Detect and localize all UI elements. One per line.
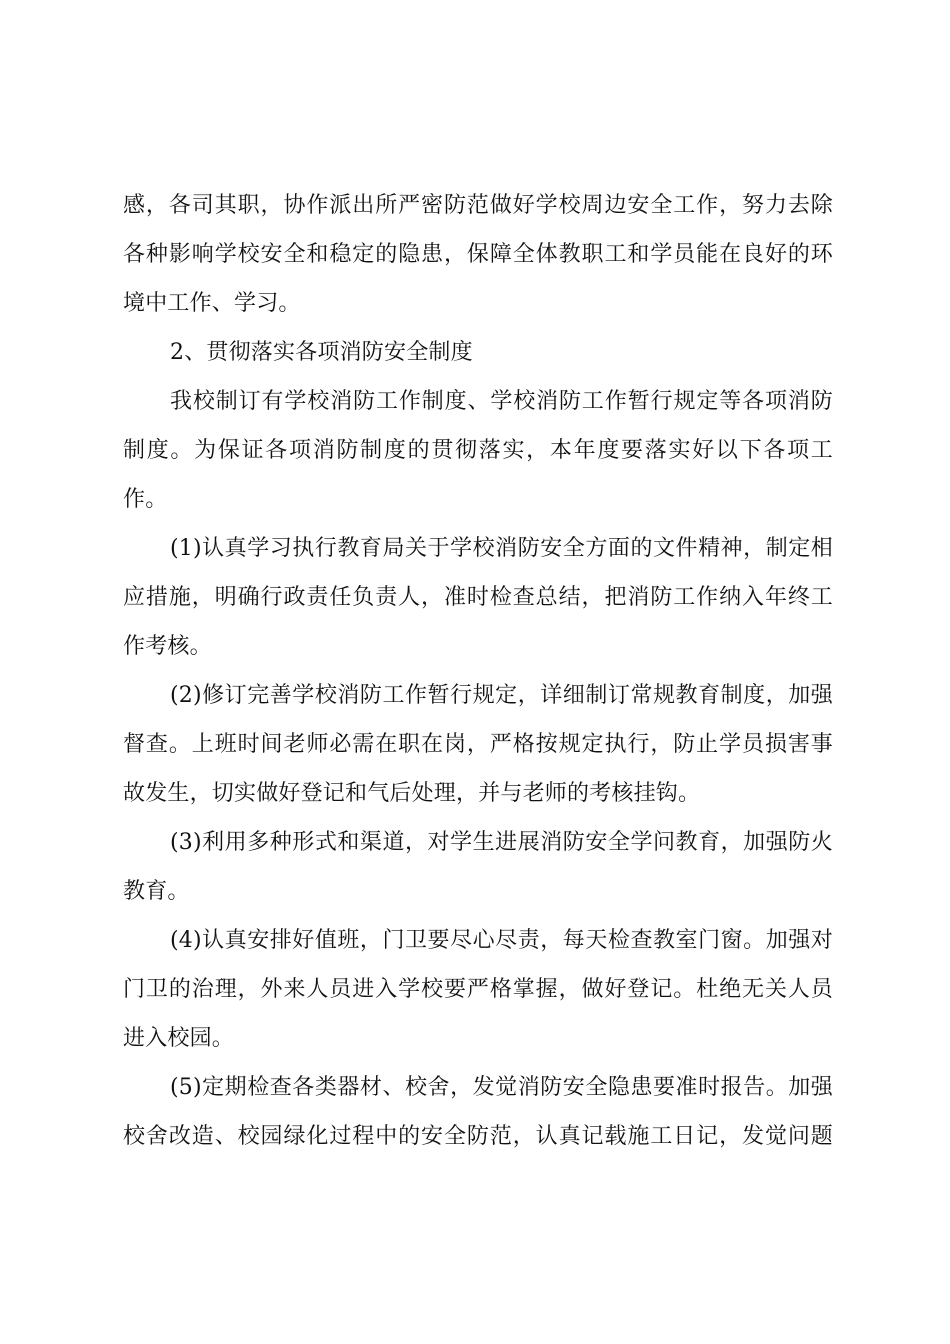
list-item-line: 进入校园。 <box>123 1026 235 1051</box>
list-item-line: (4)认真安排好值班，门卫要尽心尽责，每天检查教室门窗。加强对 <box>170 928 833 953</box>
paragraph-line: 制度。为保证各项消防制度的贯彻落实，本年度要落实好以下各项工 <box>123 438 833 463</box>
list-item-line: 作考核。 <box>123 634 212 659</box>
list-item-line: 督查。上班时间老师必需在职在岗，严格按规定执行，防止学员损害事 <box>123 732 833 757</box>
list-item-line: 教育。 <box>123 879 190 904</box>
list-item-line: 故发生，切实做好登记和气后处理，并与老师的考核挂钩。 <box>123 781 701 806</box>
section-heading: 2、贯彻落实各项消防安全制度 <box>170 340 473 365</box>
list-item-line: (5)定期检查各类器材、校舍，发觉消防安全隐患要准时报告。加强 <box>170 1075 833 1100</box>
list-item-line: (2)修订完善学校消防工作暂行规定，详细制订常规教育制度，加强 <box>170 683 833 708</box>
paragraph-line: 境中工作、学习。 <box>123 291 301 316</box>
list-item-line: (3)利用多种形式和渠道，对学生进展消防安全学问教育，加强防火 <box>170 830 833 855</box>
list-item-line: (1)认真学习执行教育局关于学校消防安全方面的文件精神，制定相 <box>170 536 833 561</box>
paragraph-line: 感，各司其职，协作派出所严密防范做好学校周边安全工作，努力去除 <box>123 193 833 218</box>
paragraph-line: 各种影响学校安全和稳定的隐患，保障全体教职工和学员能在良好的环 <box>123 242 833 267</box>
list-item-line: 应措施，明确行政责任负责人，准时检查总结，把消防工作纳入年终工 <box>123 585 833 610</box>
list-item-line: 门卫的治理，外来人员进入学校要严格掌握，做好登记。杜绝无关人员 <box>123 977 833 1002</box>
paragraph-line: 我校制订有学校消防工作制度、学校消防工作暂行规定等各项消防 <box>170 389 833 414</box>
list-item-line: 校舍改造、校园绿化过程中的安全防范，认真记载施工日记，发觉问题 <box>123 1124 833 1149</box>
paragraph-line: 作。 <box>123 487 168 512</box>
